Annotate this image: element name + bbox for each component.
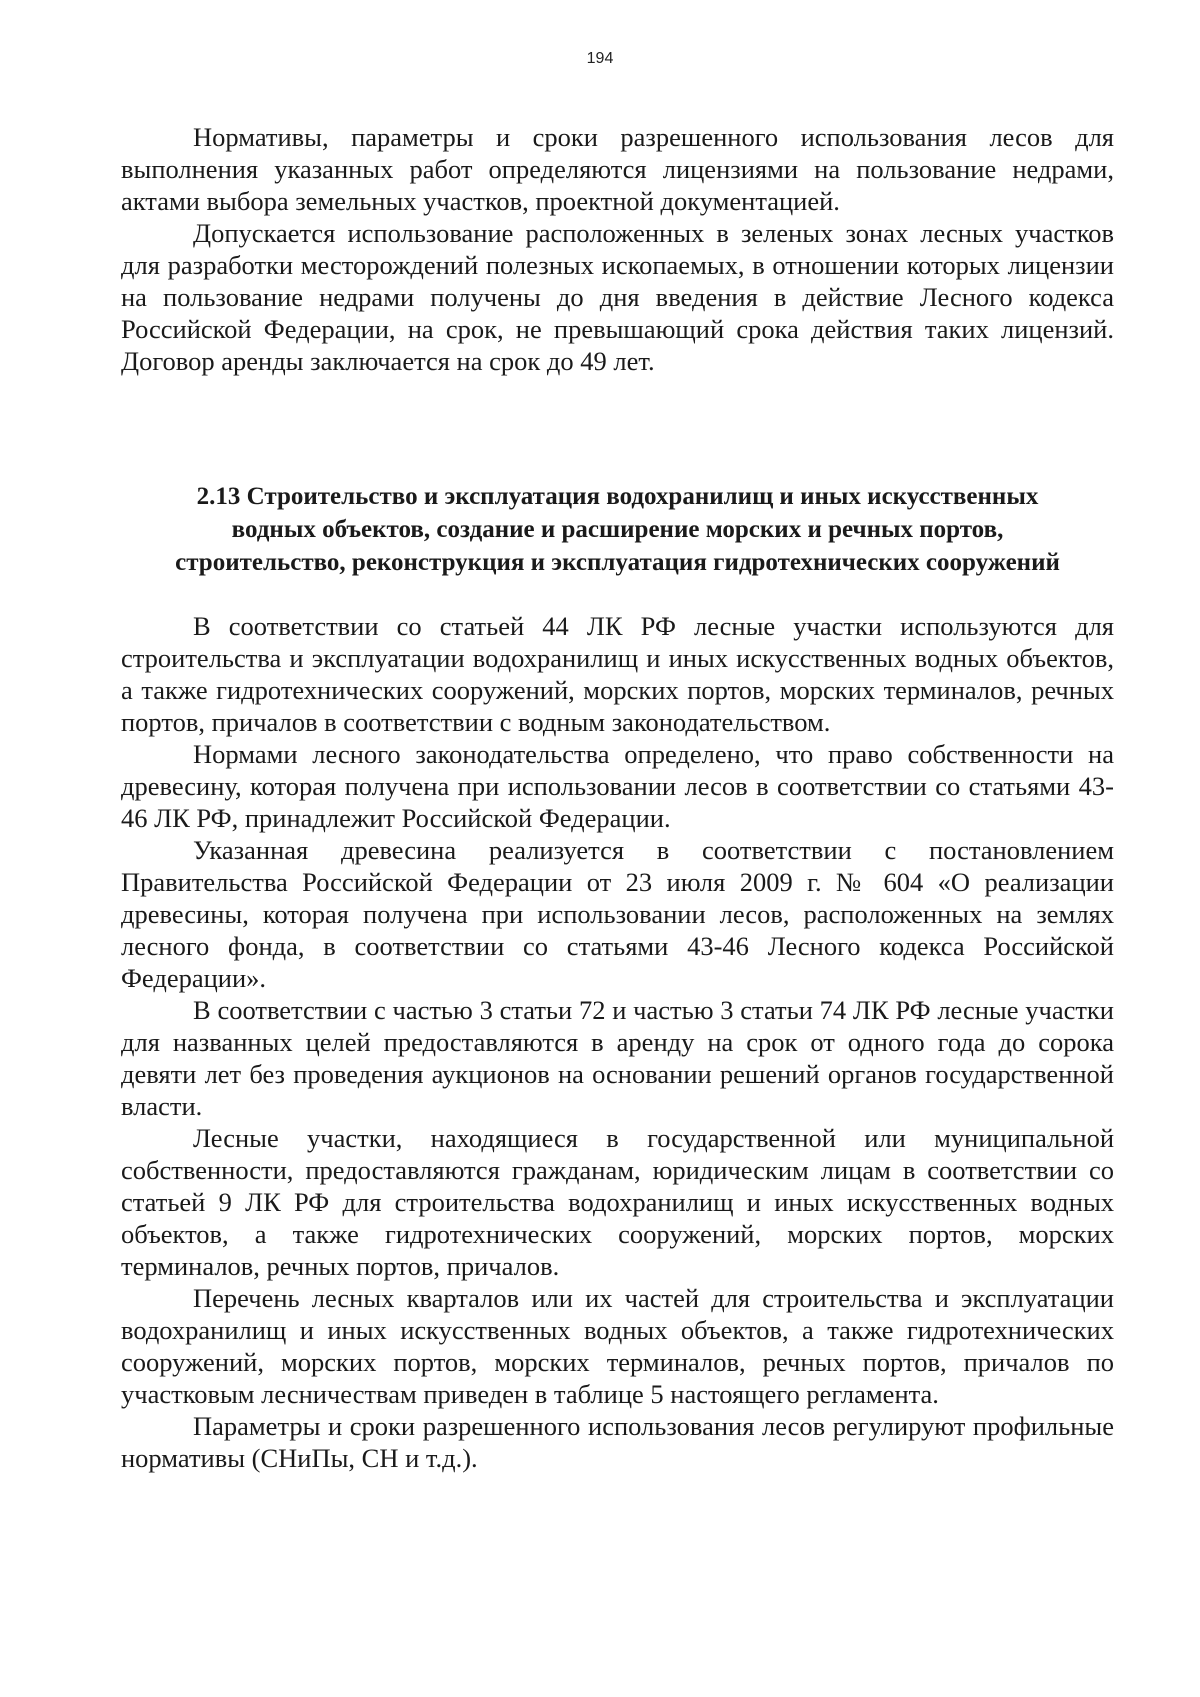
page-number: 194 xyxy=(586,50,614,67)
section-heading-line: строительство, реконструкция и эксплуатация гидротехнических сооружений xyxy=(175,549,1060,576)
paragraph: В соответствии с частью 3 статьи 72 и частью 3 статьи 74 ЛК РФ лесные участки для названных целей предоставляются в аренду на срок от одного года до сорока девяти лет без проведения аукционов на основании решений органов государственной власти. xyxy=(121,995,1114,1121)
paragraph: Нормативы, параметры и сроки разрешенного использования лесов для выполнения указанных работ определяются лицензиями на пользование недрами, актами выбора земельных участков, проектной документацией. xyxy=(121,122,1114,216)
section-heading-line: 2.13 Строительство и эксплуатация водохранилищ и иных искусственных xyxy=(196,483,1039,510)
paragraph: Параметры и сроки разрешенного использования лесов регулируют профильные нормативы (СНиПы, СН и т.д.). xyxy=(121,1411,1114,1473)
paragraph: Нормами лесного законодательства определено, что право собственности на древесину, которая получена при использовании лесов в соответствии со статьями 43-46 ЛК РФ, принадлежит Российской Федерации. xyxy=(121,739,1114,833)
paragraph: Перечень лесных кварталов или их частей для строительства и эксплуатации водохранилищ и иных искусственных водных объектов, а также гидротехнических сооружений, морских портов, морских терминалов, речных портов, причалов по участковым лесничествам приведен в таблице 5 настоящего регламента. xyxy=(121,1283,1114,1409)
section-heading-line: водных объектов, создание и расширение морских и речных портов, xyxy=(231,516,1004,543)
intro-text-block xyxy=(121,121,1114,377)
section-heading xyxy=(121,480,1114,579)
section-text-block xyxy=(121,610,1114,1474)
paragraph: Допускается использование расположенных в зеленых зонах лесных участков для разработки месторождений полезных ископаемых, в отношении которых лицензии на пользование недрами получены до дня введения в действие Лесного кодекса Российской Федерации, на срок, не превышающий срока действия таких лицензий. Договор аренды заключается на срок до 49 лет. xyxy=(121,218,1114,376)
paragraph: Лесные участки, находящиеся в государственной или муниципальной собственности, предоставляются гражданам, юридическим лицам в соответствии со статьей 9 ЛК РФ для строительства водохранилищ и иных искусственных водных объектов, а также гидротехнических сооружений, морских портов, морских терминалов, речных портов, причалов. xyxy=(121,1123,1114,1281)
paragraph: В соответствии со статьей 44 ЛК РФ лесные участки используются для строительства и эксплуатации водохранилищ и иных искусственных водных объектов, а также гидротехнических сооружений, морских портов, морских терминалов, речных портов, причалов в соответствии с водным законодательством. xyxy=(121,611,1114,737)
paragraph: Указанная древесина реализуется в соответствии с постановлением Правительства Российской Федерации от 23 июля 2009 г. № 604 «О реализации древесины, которая получена при использовании лесов, расположенных на землях лесного фонда, в соответствии со статьями 43-46 Лесного кодекса Российской Федерации». xyxy=(121,835,1114,993)
